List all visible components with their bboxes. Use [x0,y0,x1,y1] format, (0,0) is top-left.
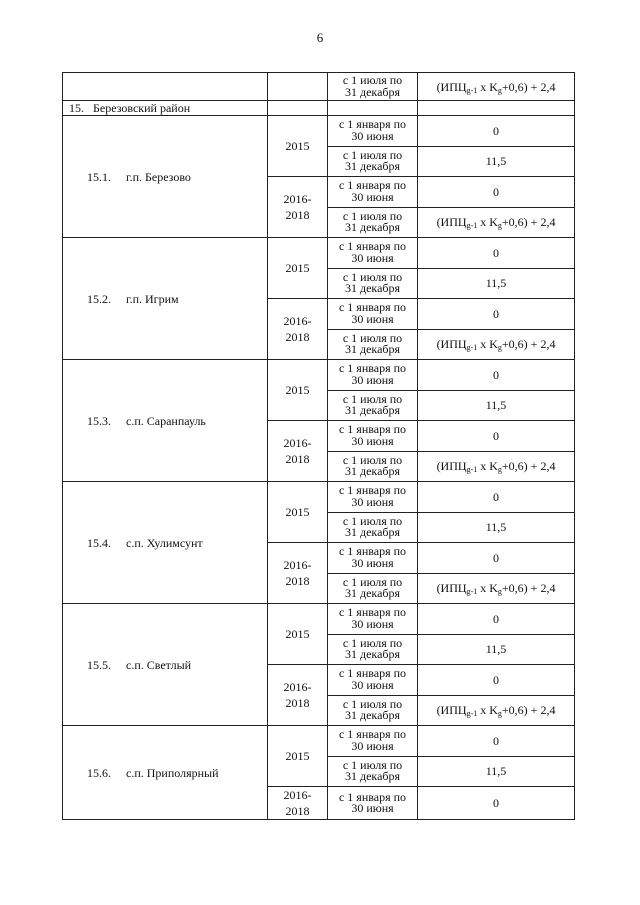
period-cell [328,73,418,101]
municipality-name: с.п. Светлый [126,657,192,672]
year-label: 2015 [285,749,310,763]
period-cell [328,116,418,147]
period [339,546,406,569]
period-line-1: с 1 января по [338,361,407,376]
period-line-2: 31 декабря [344,220,401,235]
year-cell [268,665,328,726]
period-line-1: с 1 июля по [342,330,403,345]
value: 11,5 [485,276,507,291]
value-cell [418,604,575,635]
value-cell [418,421,575,452]
period-line-2: 30 июня [351,738,394,753]
period-line-2: 30 июня [351,616,394,631]
year-label: 2016- 2018 [283,788,312,818]
period-line-1: с 1 января по [338,239,407,254]
value: 0 [493,672,499,687]
period-cell [328,726,418,757]
formula: ($ИПЦ_{g-1}$ x $K_g+0,6) + 2,4$ [436,703,556,719]
period-cell [328,329,418,360]
period-line-1: с 1 июля по [342,757,403,772]
year-cell [268,482,328,543]
value-cell [418,543,575,574]
period-line-2: 31 декабря [344,708,401,723]
municipality-name: с.п. Хулимсунт [126,535,203,550]
value-cell [418,665,575,696]
value: 0 [493,550,499,565]
value: 0 [493,306,499,321]
period-line-1: с 1 января по [338,666,407,681]
formula: ($ИПЦ_{g-1}$ x $K_g+0,6) + 2,4$ [436,459,556,475]
period [342,696,403,723]
value-cell [418,787,575,820]
period [342,269,403,296]
value-cell [418,390,575,421]
municipality-cell [63,726,268,820]
municipality-name: г.п. Березово [126,169,191,184]
municipality-name: с.п. Саранпауль [126,413,206,428]
period-line-1: с 1 января по [338,178,407,193]
value-cell [418,268,575,299]
section-number: 15. [69,101,84,115]
year-label: 2015 [285,383,310,397]
municipality-cell [63,238,268,360]
period-line-1: с 1 июля по [342,269,403,284]
period-line-1: с 1 июля по [342,147,403,162]
period [342,635,403,662]
municipality-cell [63,116,268,238]
period-line-2: 31 декабря [344,159,401,174]
period-cell [328,238,418,269]
value-cell [418,360,575,391]
section-title-cell [63,101,268,116]
value-cell [418,299,575,330]
period-line-1: с 1 июля по [342,73,403,87]
period-cell [328,665,418,696]
period [339,363,406,386]
year-cell [268,726,328,787]
formula: ($ИПЦ_{g-1}$ x $K_g+0,6) + 2,4$ [436,581,556,597]
period [339,119,406,142]
municipality-number: 15.3. [87,413,111,428]
period-line-2: 30 июня [351,189,394,204]
period-cell [328,787,418,820]
period-line-2: 31 декабря [344,647,401,662]
period-line-1: с 1 июля по [342,452,403,467]
year-label: 2016- 2018 [283,192,312,222]
period-cell [328,634,418,665]
period-line-1: с 1 января по [338,605,407,620]
period-line-2: 31 декабря [344,769,401,784]
value-cell [418,451,575,482]
year-cell [268,787,328,820]
value-cell [418,238,575,269]
period-line-1: с 1 января по [338,300,407,315]
year-label: 2015 [285,139,310,153]
period-line-1: с 1 июля по [342,391,403,406]
formula-cell [418,73,575,101]
period-line-1: с 1 января по [338,544,407,559]
table-row [63,482,575,513]
value-cell [418,512,575,543]
period [339,668,406,691]
table-row [63,604,575,635]
period-line-2: 30 июня [351,372,394,387]
period-cell [328,756,418,787]
year-label: 2016- 2018 [283,314,312,344]
period [339,180,406,203]
period-line-1: с 1 июля по [342,696,403,711]
period [339,302,406,325]
period [338,789,407,815]
period-line-2: 31 декабря [344,525,401,540]
value: 11,5 [485,642,507,657]
period-line-1: с 1 января по [338,727,407,742]
year-label: 2015 [285,261,310,275]
period-cell [328,512,418,543]
municipality-name: г.п. Игрим [126,291,179,306]
period [342,391,403,418]
value: 0 [493,611,499,626]
empty-cell [63,73,268,101]
table-row [63,238,575,269]
municipality-number: 15.4. [87,535,111,550]
year-cell [268,116,328,177]
period [339,424,406,447]
period-line-2: 30 июня [351,677,394,692]
value: 0 [493,796,499,810]
period-cell [328,543,418,574]
value: 11,5 [485,520,507,535]
value-cell [418,116,575,147]
period [342,208,403,235]
period-cell [328,482,418,513]
year-cell [268,299,328,360]
value-cell [418,177,575,208]
value-cell [418,146,575,177]
period-line-2: 30 июня [351,433,394,448]
continuation-row [63,73,575,101]
period-cell [328,268,418,299]
table-body [63,73,575,820]
period-line-1: с 1 июля по [342,574,403,589]
municipality-number: 15.2. [87,291,111,306]
municipality-name: с.п. Приполярный [126,765,219,780]
tariff-table [62,72,575,820]
value: 0 [493,428,499,443]
period-line-2: 30 июня [351,555,394,570]
period [342,330,403,357]
formula: ($ИПЦ_{g-1}$ x $K_g+0,6) + 2,4$ [436,337,556,353]
year-cell [268,421,328,482]
municipality-cell [63,482,268,604]
period-line-1: с 1 июля по [342,635,403,650]
year-label: 2016- 2018 [283,680,312,710]
year-cell [268,177,328,238]
value-cell [418,207,575,238]
year-cell [268,604,328,665]
period-cell [328,146,418,177]
table-row [63,360,575,391]
period-line-1: с 1 июля по [342,513,403,528]
period-line-1: с 1 января по [338,422,407,437]
year-label: 2016- 2018 [283,436,312,466]
empty-cell [268,73,328,101]
period-cell [328,360,418,391]
period-line-2: 30 июня [351,494,394,509]
period-line-1: с 1 января по [338,117,407,132]
period-line-2: 31 декабря [344,464,401,479]
value: 0 [493,489,499,504]
period-line-2: 31 декабря [344,281,401,296]
municipality-number: 15.5. [87,657,111,672]
period-cell [328,390,418,421]
period-cell [328,299,418,330]
period-line-2: 31 декабря [344,586,401,601]
value: 11,5 [485,764,507,779]
year-label: 2015 [285,627,310,641]
value-cell [418,482,575,513]
period-line-1: с 1 января по [338,789,407,804]
period-cell [328,207,418,238]
formula: ($ИПЦ_{g-1}$ x $K_g+0,6) + 2,4$ [436,215,556,231]
period-cell [328,177,418,208]
period [342,757,403,784]
municipality-cell [63,360,268,482]
period-line-2: 31 декабря [344,84,401,99]
page-number: 6 [316,30,324,45]
value: 0 [493,367,499,382]
value-cell [418,756,575,787]
period-line-2: 31 декабря [344,342,401,357]
value: 0 [493,245,499,260]
period-line-2: 30 июня [351,311,394,326]
year-label: 2015 [285,505,310,519]
value: 0 [493,123,499,138]
municipality-cell [63,604,268,726]
period-line-1: с 1 января по [338,483,407,498]
year-cell [268,238,328,299]
period-line-2: 30 июня [351,801,394,815]
value: 0 [493,733,499,748]
value-cell [418,634,575,665]
value-cell [418,726,575,757]
formula: ($ИПЦ_{g-1}$ x $K_g+0,6) + 2,4$ [436,79,556,95]
table-row [63,116,575,147]
empty-cell [418,101,575,116]
period-cell [328,695,418,726]
period-cell [328,451,418,482]
period [342,574,403,601]
value-cell [418,695,575,726]
period-cell [328,421,418,452]
table-row [63,726,575,757]
period [339,607,406,630]
municipality-number: 15.1. [87,169,111,184]
empty-cell [268,101,328,116]
year-cell [268,543,328,604]
value: 11,5 [485,398,507,413]
value: 0 [493,184,499,199]
value-cell [418,329,575,360]
period [342,452,403,479]
period [339,485,406,508]
value: 11,5 [485,154,507,169]
period [339,241,406,264]
period-cell [328,573,418,604]
period-line-2: 31 декабря [344,403,401,418]
period [342,147,403,174]
municipality-number: 15.6. [87,765,111,780]
period-line-1: с 1 июля по [342,208,403,223]
period [339,729,406,752]
period [342,513,403,540]
period-line-2: 30 июня [351,128,394,143]
section-title: Березовский район [93,101,191,115]
period-line-2: 30 июня [351,250,394,265]
empty-cell [328,101,418,116]
year-cell [268,360,328,421]
section-row [63,101,575,116]
period-cell [328,604,418,635]
year-label: 2016- 2018 [283,558,312,588]
value-cell [418,573,575,604]
